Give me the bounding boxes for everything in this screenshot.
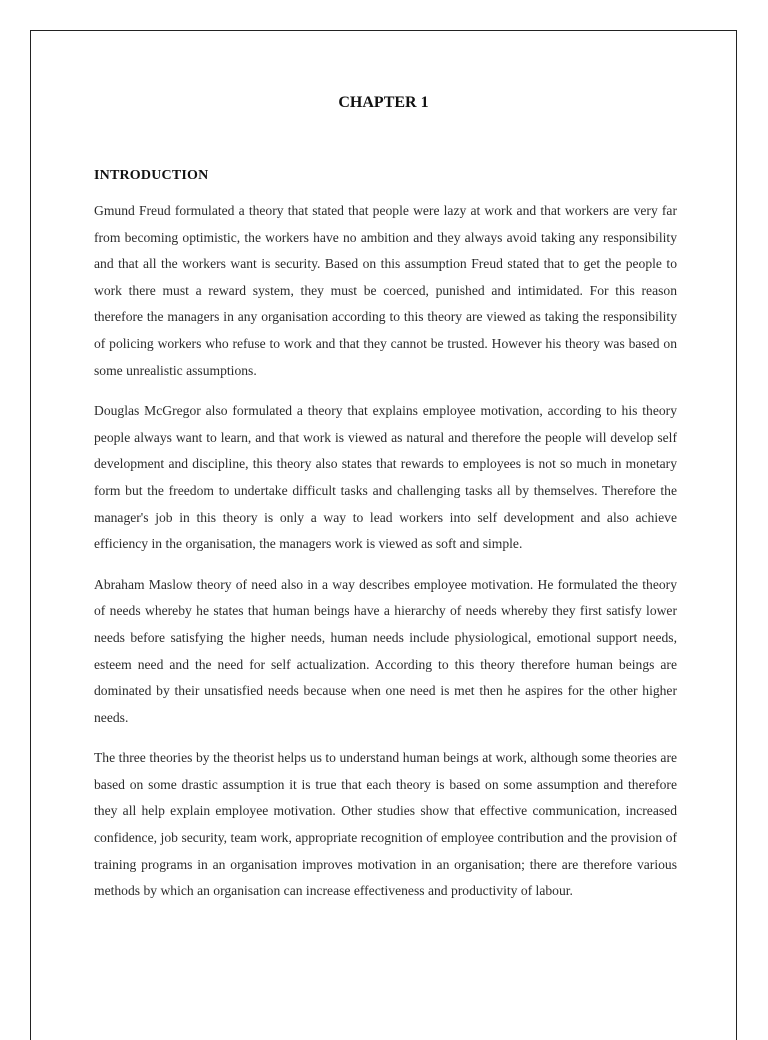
body-text bbox=[94, 198, 677, 919]
document-page bbox=[30, 30, 737, 1040]
section-heading: INTRODUCTION bbox=[94, 168, 209, 183]
paragraph-maslow: Abraham Maslow theory of need also in a way describes employee motivation. He formulated the theory of needs whereby he states that human beings have a hierarchy of needs whereby they first satisfy lower needs before satisfying the higher needs, human needs include physiological, emotional support needs, esteem need and the need for self actualization. According to this theory therefore human beings are dominated by their unsatisfied needs because when one need is met then he aspires for the other higher needs. bbox=[94, 576, 677, 725]
paragraph-mcgregor: Douglas McGregor also formulated a theory that explains employee motivation, according to his theory people always want to learn, and that work is viewed as natural and therefore the people will develop self development and discipline, this theory also states that rewards to employees is not so much in monetary form but the freedom to undertake difficult tasks and challenging tasks all by themselves. Therefore the manager's job in this theory is only a way to lead workers into self development and also achieve efficiency in the organisation, the managers work is viewed as soft and simple. bbox=[94, 403, 677, 552]
paragraph-summary: The three theories by the theorist helps us to understand human beings at work, although some theories are based on some drastic assumption it is true that each theory is based on some assumption and therefore they all help explain employee motivation. Other studies show that effective communication, increased confidence, job security, team work, appropriate recognition of employee contribution and the provision of training programs in an organisation improves motivation in an organisation; there are therefore various methods by which an organisation can increase effectiveness and productivity of labour. bbox=[94, 750, 677, 899]
paragraph-freud: Gmund Freud formulated a theory that stated that people were lazy at work and that workers are very far from becoming optimistic, the workers have no ambition and they always avoid taking any responsibility and that all the workers want is security. Based on this assumption Freud stated that to get the people to work there must a reward system, they must be coerced, punished and intimidated. For this reason therefore the managers in any organisation according to this theory are viewed as taking the responsibility of policing workers who refuse to work and that they cannot be trusted. However his theory was based on some unrealistic assumptions. bbox=[94, 203, 677, 378]
chapter-title: CHAPTER 1 bbox=[338, 94, 429, 111]
